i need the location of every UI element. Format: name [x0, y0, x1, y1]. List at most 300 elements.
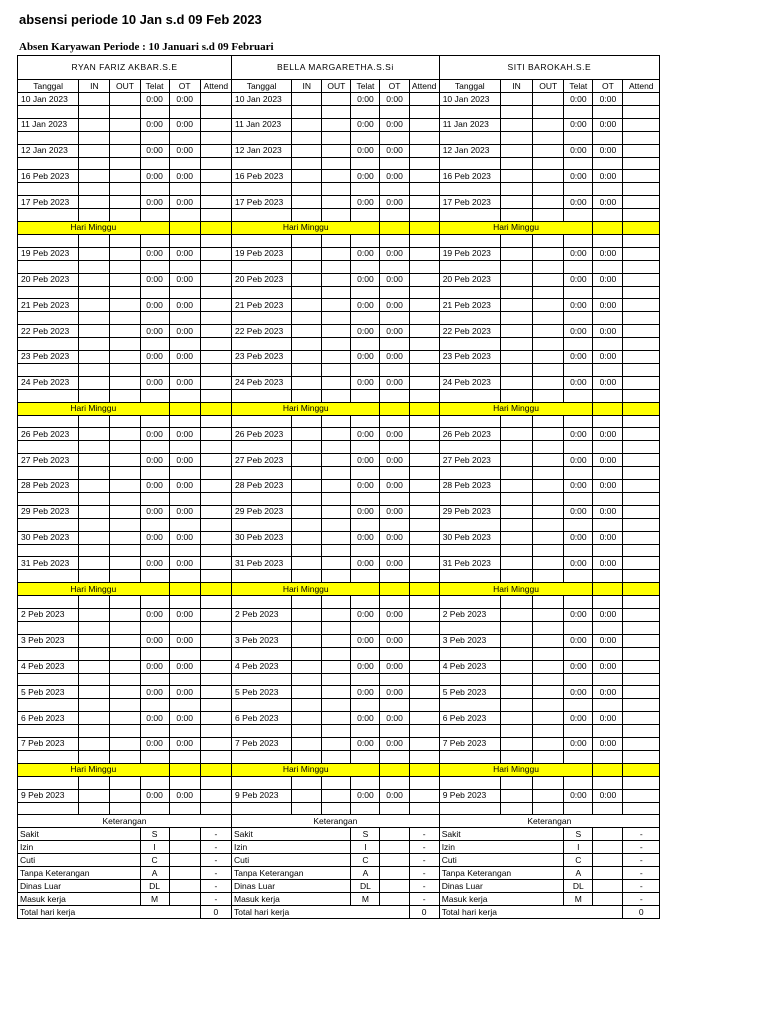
- keterangan-item-value: -: [200, 841, 231, 854]
- date-cell: 21 Peb 2023: [18, 299, 79, 312]
- out-cell: [110, 608, 140, 621]
- empty-cell: [110, 234, 140, 247]
- telat-cell: 0:00: [140, 350, 169, 363]
- telat-cell: 0:00: [351, 789, 380, 802]
- out-cell: [110, 299, 140, 312]
- empty-cell: [593, 647, 623, 660]
- empty-cell: [439, 492, 500, 505]
- total-label: Total hari kerja: [231, 906, 409, 919]
- out-cell: [533, 686, 564, 699]
- ot-cell: 0:00: [169, 247, 200, 260]
- telat-cell: 0:00: [140, 376, 169, 389]
- spacer-row: [18, 363, 660, 376]
- in-cell: [292, 299, 322, 312]
- attend-cell: [623, 737, 660, 750]
- in-cell: [500, 660, 532, 673]
- empty-cell: [500, 750, 532, 763]
- empty-cell: [351, 596, 380, 609]
- empty-cell: [623, 286, 660, 299]
- spacer-row: [18, 596, 660, 609]
- telat-cell: 0:00: [351, 686, 380, 699]
- empty-cell: [79, 725, 110, 738]
- empty-cell: [380, 802, 409, 815]
- empty-cell: [593, 157, 623, 170]
- empty-cell: [292, 157, 322, 170]
- empty-cell: [18, 776, 79, 789]
- empty-cell: [140, 621, 169, 634]
- empty-cell: [292, 415, 322, 428]
- empty-cell: [110, 363, 140, 376]
- attend-cell: [623, 170, 660, 183]
- telat-cell: 0:00: [564, 299, 593, 312]
- telat-cell: 0:00: [564, 737, 593, 750]
- attendance-table: [17, 55, 660, 919]
- ot-cell: 0:00: [380, 93, 409, 106]
- attend-cell: [200, 712, 231, 725]
- empty-cell: [623, 647, 660, 660]
- empty-cell: [322, 544, 351, 557]
- ot-cell: 0:00: [593, 350, 623, 363]
- empty-cell: [500, 570, 532, 583]
- attend-cell: [623, 634, 660, 647]
- empty-cell: [351, 338, 380, 351]
- empty-cell: [322, 363, 351, 376]
- in-cell: [292, 712, 322, 725]
- keterangan-item-label: Izin: [18, 841, 141, 854]
- date-cell: 27 Peb 2023: [231, 454, 291, 467]
- empty-cell: [533, 544, 564, 557]
- sunday-cell: [409, 763, 439, 776]
- spacer-row: [18, 209, 660, 222]
- empty-cell: [110, 544, 140, 557]
- empty-cell: [18, 415, 79, 428]
- empty-cell: [322, 441, 351, 454]
- in-cell: [292, 454, 322, 467]
- empty-cell: [322, 338, 351, 351]
- ot-cell: 0:00: [593, 93, 623, 106]
- in-cell: [79, 299, 110, 312]
- sunday-cell: [169, 221, 200, 234]
- date-cell: 4 Peb 2023: [231, 660, 291, 673]
- empty-cell: [140, 673, 169, 686]
- empty-cell: [18, 106, 79, 119]
- empty-cell: [110, 183, 140, 196]
- telat-cell: 0:00: [564, 660, 593, 673]
- date-cell: 7 Peb 2023: [18, 737, 79, 750]
- empty-cell: [79, 131, 110, 144]
- date-cell: 4 Peb 2023: [18, 660, 79, 673]
- in-cell: [79, 686, 110, 699]
- empty-cell: [200, 363, 231, 376]
- empty-cell: [623, 260, 660, 273]
- date-cell: 11 Jan 2023: [231, 118, 291, 131]
- empty-cell: [79, 673, 110, 686]
- empty-cell: [564, 621, 593, 634]
- empty-cell: [169, 441, 200, 454]
- date-cell: 19 Peb 2023: [18, 247, 79, 260]
- spacer-row: [18, 544, 660, 557]
- telat-cell: 0:00: [351, 273, 380, 286]
- out-cell: [322, 428, 351, 441]
- empty-cell: [18, 647, 79, 660]
- keterangan-item-code: S: [564, 828, 593, 841]
- in-cell: [292, 247, 322, 260]
- empty-cell: [231, 209, 291, 222]
- attend-cell: [409, 737, 439, 750]
- telat-cell: 0:00: [140, 273, 169, 286]
- empty-cell: [79, 647, 110, 660]
- empty-cell: [593, 867, 623, 880]
- in-cell: [292, 118, 322, 131]
- empty-cell: [322, 286, 351, 299]
- empty-cell: [351, 260, 380, 273]
- telat-cell: 0:00: [351, 634, 380, 647]
- column-header: IN: [500, 80, 532, 93]
- empty-cell: [500, 106, 532, 119]
- empty-cell: [593, 673, 623, 686]
- date-cell: 2 Peb 2023: [18, 608, 79, 621]
- empty-cell: [231, 157, 291, 170]
- in-cell: [79, 273, 110, 286]
- attend-cell: [200, 273, 231, 286]
- keterangan-item-label: Dinas Luar: [439, 880, 564, 893]
- ot-cell: 0:00: [169, 273, 200, 286]
- spacer-row: [18, 389, 660, 402]
- empty-cell: [439, 467, 500, 480]
- keterangan-row: [18, 880, 660, 893]
- out-cell: [533, 737, 564, 750]
- ot-cell: 0:00: [169, 686, 200, 699]
- spacer-row: [18, 106, 660, 119]
- in-cell: [79, 376, 110, 389]
- empty-cell: [500, 699, 532, 712]
- out-cell: [533, 428, 564, 441]
- keterangan-item-value: -: [409, 893, 439, 906]
- keterangan-item-code: M: [140, 893, 169, 906]
- empty-cell: [322, 518, 351, 531]
- date-cell: 31 Peb 2023: [439, 557, 500, 570]
- empty-cell: [380, 415, 409, 428]
- empty-cell: [169, 467, 200, 480]
- column-header: Telat: [564, 80, 593, 93]
- empty-cell: [169, 893, 200, 906]
- empty-cell: [564, 750, 593, 763]
- empty-cell: [140, 518, 169, 531]
- out-cell: [110, 737, 140, 750]
- telat-cell: 0:00: [564, 247, 593, 260]
- empty-cell: [140, 699, 169, 712]
- telat-cell: 0:00: [564, 350, 593, 363]
- out-cell: [322, 350, 351, 363]
- attend-cell: [200, 118, 231, 131]
- date-cell: 16 Peb 2023: [18, 170, 79, 183]
- empty-cell: [439, 209, 500, 222]
- ot-cell: 0:00: [593, 144, 623, 157]
- date-cell: 3 Peb 2023: [18, 634, 79, 647]
- empty-cell: [623, 131, 660, 144]
- out-cell: [110, 196, 140, 209]
- empty-cell: [623, 544, 660, 557]
- out-cell: [110, 686, 140, 699]
- empty-cell: [564, 544, 593, 557]
- keterangan-header-row: [18, 815, 660, 828]
- keterangan-item-code: M: [564, 893, 593, 906]
- attend-cell: [409, 686, 439, 699]
- out-cell: [533, 118, 564, 131]
- table-row: [18, 557, 660, 570]
- ot-cell: 0:00: [169, 634, 200, 647]
- empty-cell: [18, 338, 79, 351]
- empty-cell: [409, 699, 439, 712]
- date-cell: 11 Jan 2023: [439, 118, 500, 131]
- empty-cell: [533, 492, 564, 505]
- in-cell: [292, 376, 322, 389]
- in-cell: [292, 196, 322, 209]
- column-header: Attend: [200, 80, 231, 93]
- empty-cell: [110, 673, 140, 686]
- date-cell: 16 Peb 2023: [439, 170, 500, 183]
- empty-cell: [380, 647, 409, 660]
- empty-cell: [18, 467, 79, 480]
- out-cell: [110, 376, 140, 389]
- empty-cell: [564, 673, 593, 686]
- empty-cell: [380, 234, 409, 247]
- empty-cell: [533, 338, 564, 351]
- empty-cell: [292, 518, 322, 531]
- empty-cell: [500, 647, 532, 660]
- telat-cell: 0:00: [564, 454, 593, 467]
- keterangan-label: Keterangan: [18, 815, 232, 828]
- in-cell: [500, 428, 532, 441]
- keterangan-item-code: A: [351, 867, 380, 880]
- empty-cell: [169, 183, 200, 196]
- sunday-cell: [409, 402, 439, 415]
- empty-cell: [140, 467, 169, 480]
- in-cell: [292, 144, 322, 157]
- telat-cell: 0:00: [140, 144, 169, 157]
- empty-cell: [110, 750, 140, 763]
- empty-cell: [533, 209, 564, 222]
- empty-cell: [169, 131, 200, 144]
- telat-cell: 0:00: [351, 531, 380, 544]
- sunday-cell: [623, 583, 660, 596]
- ot-cell: 0:00: [380, 273, 409, 286]
- empty-cell: [200, 389, 231, 402]
- empty-cell: [231, 106, 291, 119]
- empty-cell: [110, 415, 140, 428]
- in-cell: [292, 634, 322, 647]
- empty-cell: [110, 725, 140, 738]
- date-cell: 6 Peb 2023: [18, 712, 79, 725]
- empty-cell: [322, 131, 351, 144]
- ot-cell: 0:00: [169, 170, 200, 183]
- empty-cell: [533, 286, 564, 299]
- attend-cell: [409, 712, 439, 725]
- empty-cell: [533, 802, 564, 815]
- empty-cell: [140, 802, 169, 815]
- empty-cell: [533, 699, 564, 712]
- keterangan-item-label: Izin: [439, 841, 564, 854]
- column-header: Telat: [351, 80, 380, 93]
- out-cell: [110, 660, 140, 673]
- empty-cell: [439, 544, 500, 557]
- empty-cell: [439, 260, 500, 273]
- empty-cell: [409, 234, 439, 247]
- in-cell: [79, 634, 110, 647]
- empty-cell: [351, 157, 380, 170]
- empty-cell: [439, 441, 500, 454]
- empty-cell: [292, 338, 322, 351]
- empty-cell: [200, 157, 231, 170]
- empty-cell: [231, 467, 291, 480]
- ot-cell: 0:00: [593, 454, 623, 467]
- in-cell: [79, 93, 110, 106]
- spacer-row: [18, 673, 660, 686]
- out-cell: [322, 608, 351, 621]
- empty-cell: [79, 234, 110, 247]
- attend-cell: [409, 660, 439, 673]
- attend-cell: [409, 634, 439, 647]
- empty-cell: [79, 776, 110, 789]
- attend-cell: [409, 454, 439, 467]
- empty-cell: [500, 776, 532, 789]
- date-cell: 20 Peb 2023: [231, 273, 291, 286]
- empty-cell: [439, 518, 500, 531]
- telat-cell: 0:00: [351, 144, 380, 157]
- out-cell: [322, 505, 351, 518]
- empty-cell: [623, 621, 660, 634]
- empty-cell: [409, 673, 439, 686]
- in-cell: [292, 608, 322, 621]
- empty-cell: [292, 647, 322, 660]
- keterangan-item-code: C: [351, 854, 380, 867]
- spacer-row: [18, 260, 660, 273]
- empty-cell: [380, 828, 409, 841]
- empty-cell: [500, 518, 532, 531]
- ot-cell: 0:00: [593, 325, 623, 338]
- out-cell: [322, 634, 351, 647]
- telat-cell: 0:00: [564, 686, 593, 699]
- empty-cell: [500, 234, 532, 247]
- attend-cell: [200, 634, 231, 647]
- attend-cell: [409, 789, 439, 802]
- in-cell: [292, 737, 322, 750]
- empty-cell: [533, 467, 564, 480]
- keterangan-item-value: -: [200, 854, 231, 867]
- keterangan-item-code: I: [140, 841, 169, 854]
- empty-cell: [322, 467, 351, 480]
- empty-cell: [593, 880, 623, 893]
- sunday-cell: [623, 402, 660, 415]
- empty-cell: [351, 621, 380, 634]
- empty-cell: [623, 106, 660, 119]
- empty-cell: [18, 518, 79, 531]
- ot-cell: 0:00: [593, 170, 623, 183]
- sunday-cell: [380, 402, 409, 415]
- empty-cell: [79, 183, 110, 196]
- spacer-row: [18, 802, 660, 815]
- column-header: Tanggal: [18, 80, 79, 93]
- attend-cell: [623, 789, 660, 802]
- date-cell: 29 Peb 2023: [231, 505, 291, 518]
- empty-cell: [200, 544, 231, 557]
- empty-cell: [409, 338, 439, 351]
- empty-cell: [292, 441, 322, 454]
- in-cell: [292, 660, 322, 673]
- empty-cell: [292, 106, 322, 119]
- empty-cell: [351, 518, 380, 531]
- empty-cell: [79, 750, 110, 763]
- empty-cell: [231, 776, 291, 789]
- ot-cell: 0:00: [593, 118, 623, 131]
- empty-cell: [18, 750, 79, 763]
- in-cell: [500, 325, 532, 338]
- empty-cell: [533, 647, 564, 660]
- date-cell: 5 Peb 2023: [231, 686, 291, 699]
- in-cell: [79, 428, 110, 441]
- empty-cell: [140, 312, 169, 325]
- empty-cell: [500, 725, 532, 738]
- ot-cell: 0:00: [169, 505, 200, 518]
- empty-cell: [409, 750, 439, 763]
- document-title: absensi periode 10 Jan s.d 09 Feb 2023: [19, 12, 262, 27]
- empty-cell: [351, 802, 380, 815]
- in-cell: [79, 479, 110, 492]
- sunday-row: [18, 402, 660, 415]
- empty-cell: [292, 725, 322, 738]
- in-cell: [500, 93, 532, 106]
- spacer-row: [18, 415, 660, 428]
- empty-cell: [500, 621, 532, 634]
- keterangan-item-value: -: [409, 867, 439, 880]
- date-cell: 22 Peb 2023: [18, 325, 79, 338]
- out-cell: [322, 93, 351, 106]
- out-cell: [322, 557, 351, 570]
- empty-cell: [200, 312, 231, 325]
- column-header: Attend: [409, 80, 439, 93]
- out-cell: [110, 557, 140, 570]
- empty-cell: [409, 183, 439, 196]
- table-row: [18, 325, 660, 338]
- ot-cell: 0:00: [380, 454, 409, 467]
- empty-cell: [18, 544, 79, 557]
- keterangan-item-code: M: [351, 893, 380, 906]
- empty-cell: [439, 647, 500, 660]
- empty-cell: [18, 441, 79, 454]
- empty-cell: [110, 260, 140, 273]
- column-header: Tanggal: [439, 80, 500, 93]
- empty-cell: [200, 673, 231, 686]
- empty-cell: [533, 131, 564, 144]
- attend-cell: [623, 428, 660, 441]
- empty-cell: [439, 725, 500, 738]
- telat-cell: 0:00: [351, 376, 380, 389]
- telat-cell: 0:00: [564, 428, 593, 441]
- date-cell: 12 Jan 2023: [18, 144, 79, 157]
- empty-cell: [200, 725, 231, 738]
- empty-cell: [533, 106, 564, 119]
- empty-cell: [231, 234, 291, 247]
- keterangan-item-value: -: [623, 880, 660, 893]
- table-row: [18, 789, 660, 802]
- empty-cell: [593, 596, 623, 609]
- ot-cell: 0:00: [169, 376, 200, 389]
- empty-cell: [169, 209, 200, 222]
- empty-cell: [623, 802, 660, 815]
- keterangan-item-label: Sakit: [439, 828, 564, 841]
- ot-cell: 0:00: [169, 196, 200, 209]
- empty-cell: [79, 596, 110, 609]
